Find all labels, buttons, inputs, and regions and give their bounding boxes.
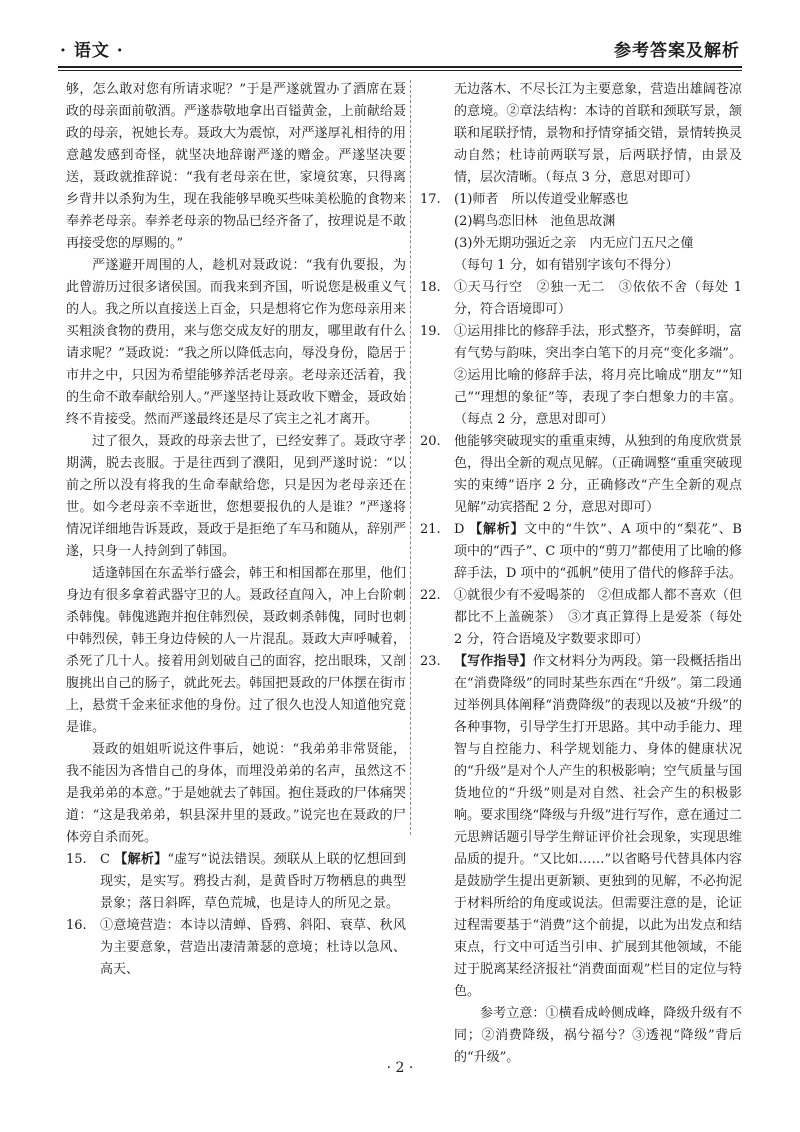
right-column [420, 79, 742, 1069]
translation-paragraph: 聂政的姐姐听说这件事后，她说：“我弟弟非常贤能，我不能因为吝惜自己的身体，而埋没弟弟的名声，虽然这不是我弟弟的本意。”于是她就去了韩国。抱住聂政的尸体痛哭道：“这是我弟弟，轵县深井里的聂政。”说完也在聂政的尸体旁自杀而死。 [66, 742, 406, 845]
answer-item-19 [420, 321, 742, 431]
answer-text: ①意境营造：本诗以清蝉、昏鸦、斜阳、衰草、秋风为主要意象，营造出凄清萧瑟的意境；杜诗以急风、高天、 [100, 918, 406, 977]
answer-item-21 [420, 519, 742, 585]
item-number: 18. [420, 280, 441, 295]
header-rule-thin [58, 70, 742, 71]
answer-text: ①就很少有不爱喝茶的 ②但成都人都不喜欢（但都比不上盖碗茶） ③才真正算得上是爱茶（每处 2 分，符合语境及字数要求即可） [454, 588, 742, 647]
answer-item-22 [420, 585, 742, 651]
item-number: 16. [66, 918, 87, 933]
answer-item-15 [66, 849, 406, 915]
item-number: 17. [420, 192, 441, 207]
item-number: 19. [420, 324, 441, 339]
answer-item-18 [420, 277, 742, 321]
item-number: 20. [420, 434, 441, 449]
left-column [66, 79, 406, 981]
answer-line: (1)师者 所以传道受业解惑也 [454, 192, 629, 207]
answer-line: (2)羁鸟恋旧林 池鱼思故渊 [454, 214, 616, 229]
translation-paragraph: 严遂避开周围的人，趁机对聂政说：“我有仇要报，为此曾游历过很多诸侯国。而我来到齐国，听说您是极重义气的人。我之所以直接送上百金，只是想将它作为您母亲用来买粗淡食物的费用，来与您交成友好的朋友，哪里敢有什么请求呢？”聂政说：“我之所以降低志向，辱没身份，隐居于市井之中，只因为希望能够养活老母亲。老母亲还活着，我的生命不敢奉献给别人。”严遂坚持让聂政收下赠金，聂政始终不肯接受。然而严遂最终还是尽了宾主之礼才离开。 [66, 258, 406, 427]
answer-line: （每句 1 分，如有错别字该句不得分） [454, 258, 679, 273]
item-number: 21. [420, 522, 441, 537]
writing-guide-tag: 【写作指导】 [454, 654, 533, 669]
answer-text: 作文材料分为两段。第一段概括指出在“消费降级”的同时某些东西在“升级”。第二段通过举例具体阐释“消费降级”的表现以及被“升级”的各种事物，引导学生打开思路。其中动手能力、理智与自控能力、科学规划能力、身体的健康状况的“升级”是对个人产生的积极影响；空气质量与国货地位的“升级”则是对自然、社会产生的积极影响。要求围绕“降级与升级”进行写作，意在通过二元思辨话题引导学生辩证评价社会现象，实现思维品质的提升。“又比如……”以省略号代替具体内容是鼓励学生提出更新颖、更独到的见解，不必拘泥于材料所给的角度或说法。但需要注意的是，论证过程需要基于“消费”这个前提，以此为出发点和结束点，行文中可适当引申、扩展到其他领域，不能过于脱离某经济报社“消费面面观”栏目的定位与特色。 [454, 654, 742, 999]
translation-paragraph: 够，怎么敢对您有所请求呢？”于是严遂就置办了酒席在聂政的母亲面前敬酒。严遂恭敬地拿出百镒黄金，上前献给聂政的母亲，祝她长寿。聂政大为震惊，对严遂厚礼相待的用意越发感到奇怪，就坚决地辞谢严遂的赠金。严遂坚决要送，聂政就推辞说：“我有老母亲在世，家境贫寒，只得离乡背井以杀狗为生，现在我能够早晚买些味美松脆的食物来奉养老母亲。奉养老母亲的物品已经齐备了，按理说是不敢再接受您的厚赐的。” [66, 82, 406, 251]
reference-ideas: 参考立意：①横看成岭侧成峰，降级升级有不同；②消费降级，祸兮福兮？③透视“降级”背后的“升级”。 [454, 1006, 742, 1065]
page-number: · 2 · [386, 1060, 414, 1076]
answer-item-23 [420, 651, 742, 1003]
answer-item-17 [420, 189, 742, 277]
answer-choice: C [100, 852, 110, 867]
answer-text: “虚写”说法错误。颈联从上联的忆想回到现实，是实写。鸦投古刹，是黄昏时万物栖息的典型景象；落日斜晖，草色荒城，也是诗人的所见之景。 [100, 852, 406, 911]
answer-line: (3)外无期功强近之亲 内无应门五尺之僮 [454, 236, 694, 251]
analysis-tag: 【解析】 [469, 522, 525, 537]
subject-label: · 语文 · [60, 41, 124, 61]
answer-16-continued: 无边落木、不尽长江为主要意象，营造出雄阔苍凉的意境。②章法结构：本诗的首联和颈联写景，颔联和尾联抒情，景物和抒情穿插交错，景情转换灵动自然；杜诗前两联写景，后两联抒情，由景及情，层次清晰。（每点 3 分，意思对即可） [454, 82, 742, 185]
answer-text: ①运用排比的修辞手法，形式整齐，节奏鲜明，富有气势与韵味，突出李白笔下的月亮“变化多端”。②运用比喻的修辞手法，将月亮比喻成“朋友”“知己”“理想的象征”等，表现了李白想象力的丰富。（每点 2 分，意思对即可） [454, 324, 742, 427]
answer-text: 文中的“牛饮”、A 项中的“梨花”、B 项中的“西子”、C 项中的“剪刀”都使用了比喻的修辞手法，D 项中的“孤帆”使用了借代的修辞手法。 [454, 522, 742, 581]
analysis-tag: 【解析】 [114, 852, 168, 867]
answer-text: 他能够突破现实的重重束缚，从独到的角度欣赏景色，得出全新的观点见解。（正确调整“重重突破现实的束缚”语序 2 分，正确修改“产生全新的观点见解”动宾搭配 2 分，意思对即可） [454, 434, 742, 515]
translation-paragraph: 适逢韩国在东孟举行盛会，韩王和相国都在那里，他们身边有很多拿着武器守卫的人。聂政径直闯入，冲上台阶刺杀韩傀。韩傀逃跑并抱住韩烈侯，聂政刺杀韩傀，同时也刺中韩烈侯，韩王身边侍候的人一片混乱。聂政大声呼喊着，杀死了几十人。接着用剑划破自己的面容，挖出眼珠，又剖腹挑出自己的肠子，就此死去。韩国把聂政的尸体摆在街市上，悬赏千金来征求他的身份。过了很久也没人知道他究竟是谁。 [66, 566, 406, 735]
header-rule [58, 66, 742, 68]
translation-paragraph: 过了很久，聂政的母亲去世了，已经安葬了。聂政守孝期满，脱去丧服。于是往西到了濮阳，见到严遂时说：“以前之所以没有将我的生命奉献给您，只是因为老母亲还在世。如今老母亲不幸逝世，您想要报仇的人是谁？”严遂将情况详细地告诉聂政，聂政于是拒绝了车马和随从，辞别严遂，只身一人持剑到了韩国。 [66, 434, 406, 559]
answer-text: ①天马行空 ②独一无二 ③依依不舍（每处 1 分，符合语境即可） [454, 280, 742, 317]
item-number: 22. [420, 588, 441, 603]
answer-item-16 [66, 915, 406, 981]
page-header [58, 30, 742, 64]
section-title: 参考答案及解析 [614, 41, 740, 61]
answer-choice: D [454, 522, 465, 537]
item-number: 23. [420, 654, 441, 669]
item-number: 15. [66, 852, 87, 867]
answer-item-20 [420, 431, 742, 519]
column-divider [410, 80, 411, 835]
